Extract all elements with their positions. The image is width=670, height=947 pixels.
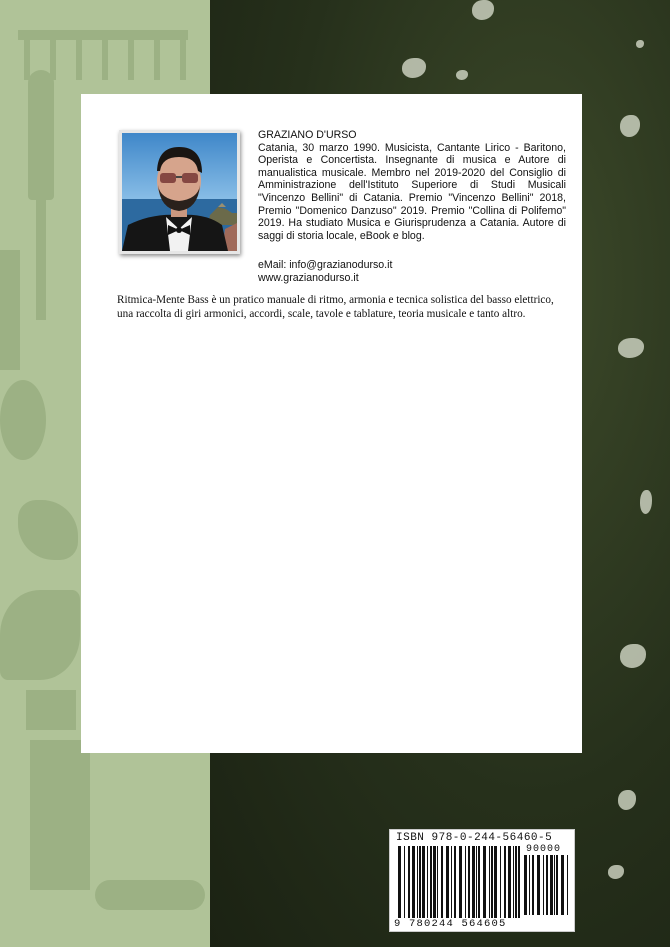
author-photo bbox=[119, 130, 240, 254]
addon-barcode-bars bbox=[524, 855, 568, 915]
author-website: www.grazianodurso.it bbox=[258, 271, 359, 284]
ean-barcode-bars bbox=[398, 846, 520, 918]
author-name: GRAZIANO D'URSO bbox=[258, 129, 357, 141]
isbn-barcode bbox=[389, 829, 575, 932]
author-email: eMail: info@grazianodurso.it bbox=[258, 259, 393, 271]
book-description: Ritmica-Mente Bass è un pratico manuale di ritmo, armonia e tecnica solistica del basso elettrico, una raccolta di giri armonici, accordi, scale, tavole e tablature, teoria musicale e tanto altro. bbox=[117, 294, 554, 320]
author-block bbox=[258, 129, 566, 242]
author-contact bbox=[258, 259, 392, 284]
author-bio: Catania, 30 marzo 1990. Musicista, Cantante Lirico - Baritono, Operista e Concertista. Insegnante di musica e Autore di manualistica musicale. Membro nel 2019-2020 del Consiglio di Amministrazione dell'Istituto Superiore di Studi Musicali "Vincenzo Bellini" di Catania. Premio "Vincenzo Bellini" 2018, Premio "Domenico Danzuso" 2019. Premio "Collina di Polifemo" 2019. Ha studiato Musica e Giurisprudenza a Catania. Autore di saggi di storia locale, eBook e blog. bbox=[258, 141, 566, 242]
isbn-label: ISBN 978-0-244-56460-5 bbox=[396, 832, 553, 844]
ean-addon-number: 90000 bbox=[526, 844, 562, 855]
ean-number: 9 780244 564605 bbox=[394, 918, 507, 930]
